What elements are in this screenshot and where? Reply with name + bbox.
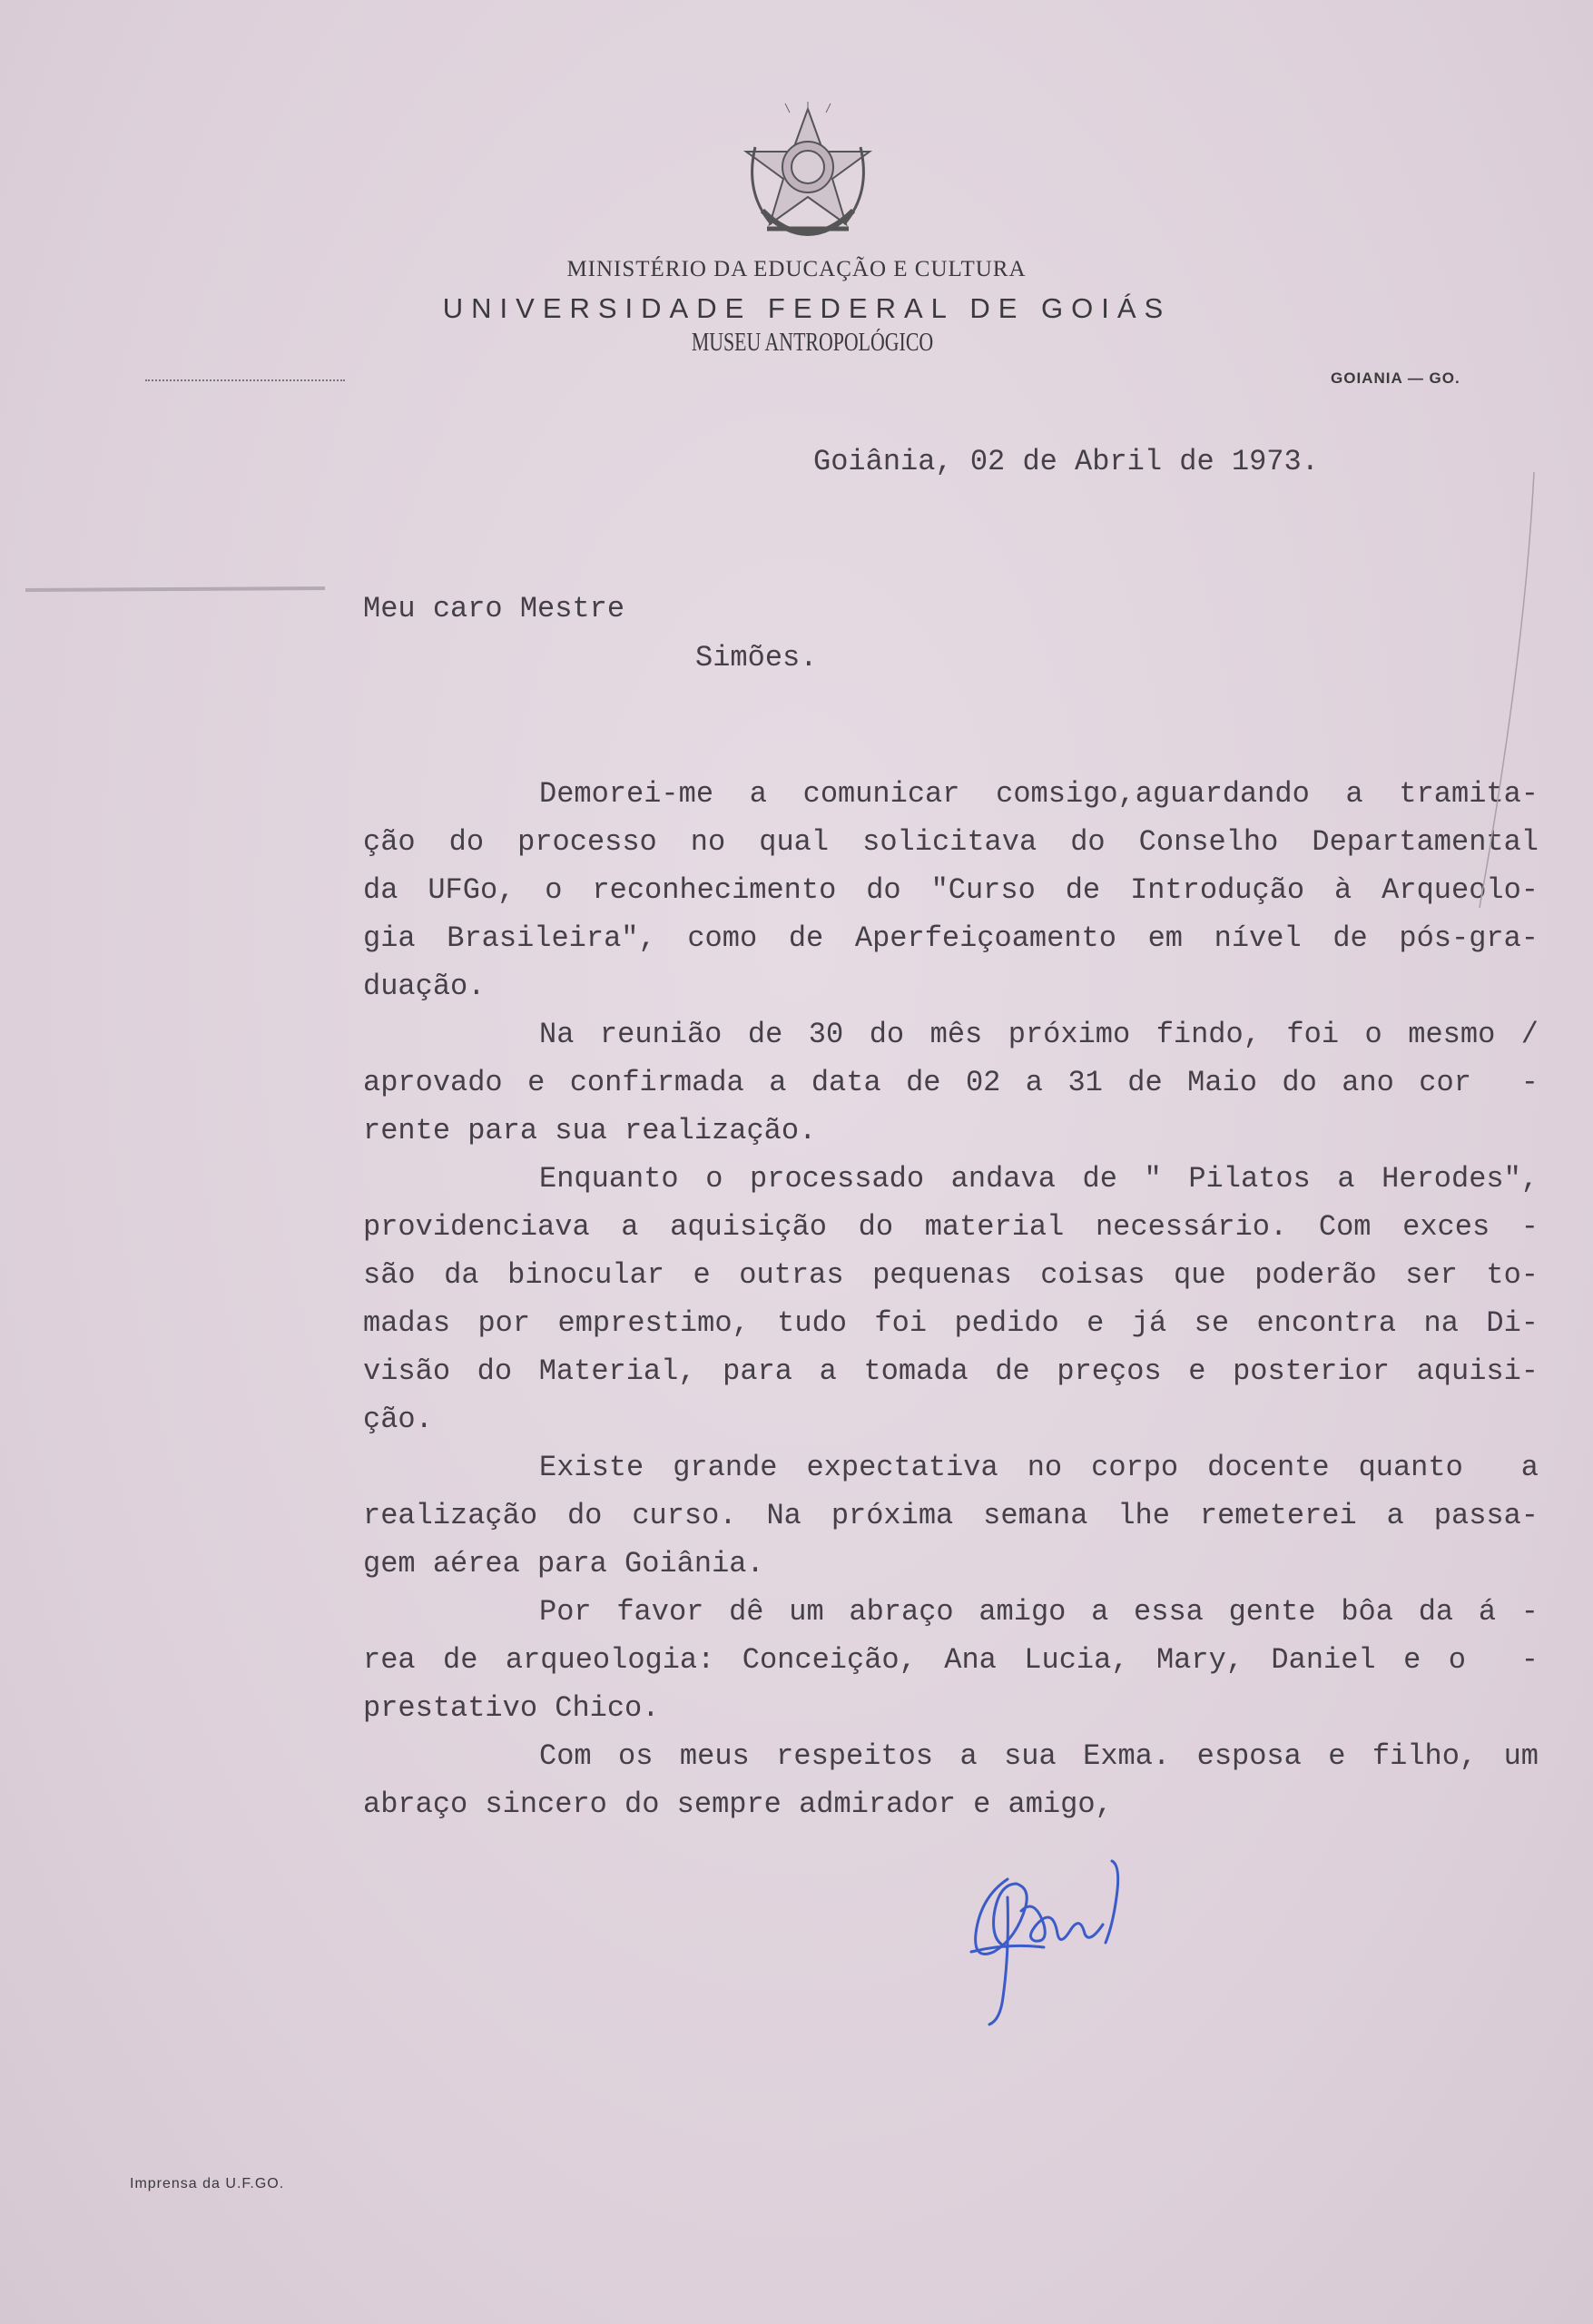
body-line: rea de arqueologia: Conceição, Ana Lucia, Mary, Daniel e o - [363,1643,1539,1677]
body-line: Enquanto o processado andava de " Pilatos a Herodes", [539,1162,1539,1196]
body-line: Na reunião de 30 do mês próximo findo, foi o mesmo / [539,1018,1539,1051]
body-line: gem aérea para Goiânia. [363,1547,764,1581]
museum-heading: MUSEU ANTROPOLÓGICO [691,329,934,357]
body-line: prestativo Chico. [363,1691,660,1725]
body-line: visão do Material, para a tomada de preços e posterior aquisi- [363,1354,1539,1388]
coat-of-arms-emblem [735,102,880,256]
university-heading: UNIVERSIDADE FEDERAL DE GOIÁS [442,292,1172,324]
body-line: realização do curso. Na próxima semana lhe remeterei a passa- [363,1499,1539,1532]
body-line: aprovado e confirmada a data de 02 a 31 de Maio do ano cor - [363,1066,1539,1099]
printer-credit: Imprensa da U.F.GO. [130,2176,285,2191]
handwritten-signature [953,1843,1162,2034]
body-line: duação. [363,970,486,1003]
letter-date: Goiânia, 02 de Abril de 1973. [813,445,1319,478]
body-line: Por favor dê um abraço amigo a essa gente bôa da á - [539,1595,1539,1629]
fold-crease-mark [1443,472,1552,926]
body-line: Demorei-me a comunicar comsigo,aguardando a tramita- [539,777,1539,811]
body-line: são da binocular e outras pequenas coisas que poderão ser to- [363,1258,1539,1292]
salutation-line-1: Meu caro Mestre [363,592,625,625]
body-line: ção. [363,1403,433,1436]
salutation-line-2: Simões. [695,641,818,675]
ministry-heading: MINISTÉRIO DA EDUCAÇÃO E CULTURA [566,257,1027,281]
body-line: madas por emprestimo, tudo foi pedido e já se encontra na Di- [363,1306,1539,1340]
body-line: providenciava a aquisição do material necessário. Com exces - [363,1210,1539,1244]
body-line: rente para sua realização. [363,1114,817,1147]
body-line: abraço sincero do sempre admirador e amigo, [363,1787,1113,1821]
body-line: ção do processo no qual solicitava do Conselho Departamental [363,825,1539,859]
body-line: Com os meus respeitos a sua Exma. esposa e filho, um [539,1739,1539,1773]
body-line: Existe grande expectativa no corpo docente quanto a [539,1451,1539,1484]
dotted-reference-line [145,379,345,381]
city-label: GOIANIA — GO. [1331,369,1460,387]
pencil-stroke-mark [25,581,334,599]
body-line: da UFGo, o reconhecimento do "Curso de Introdução à Arqueolo- [363,873,1539,907]
body-line: gia Brasileira", como de Aperfeiçoamento em nível de pós-gra- [363,921,1539,955]
